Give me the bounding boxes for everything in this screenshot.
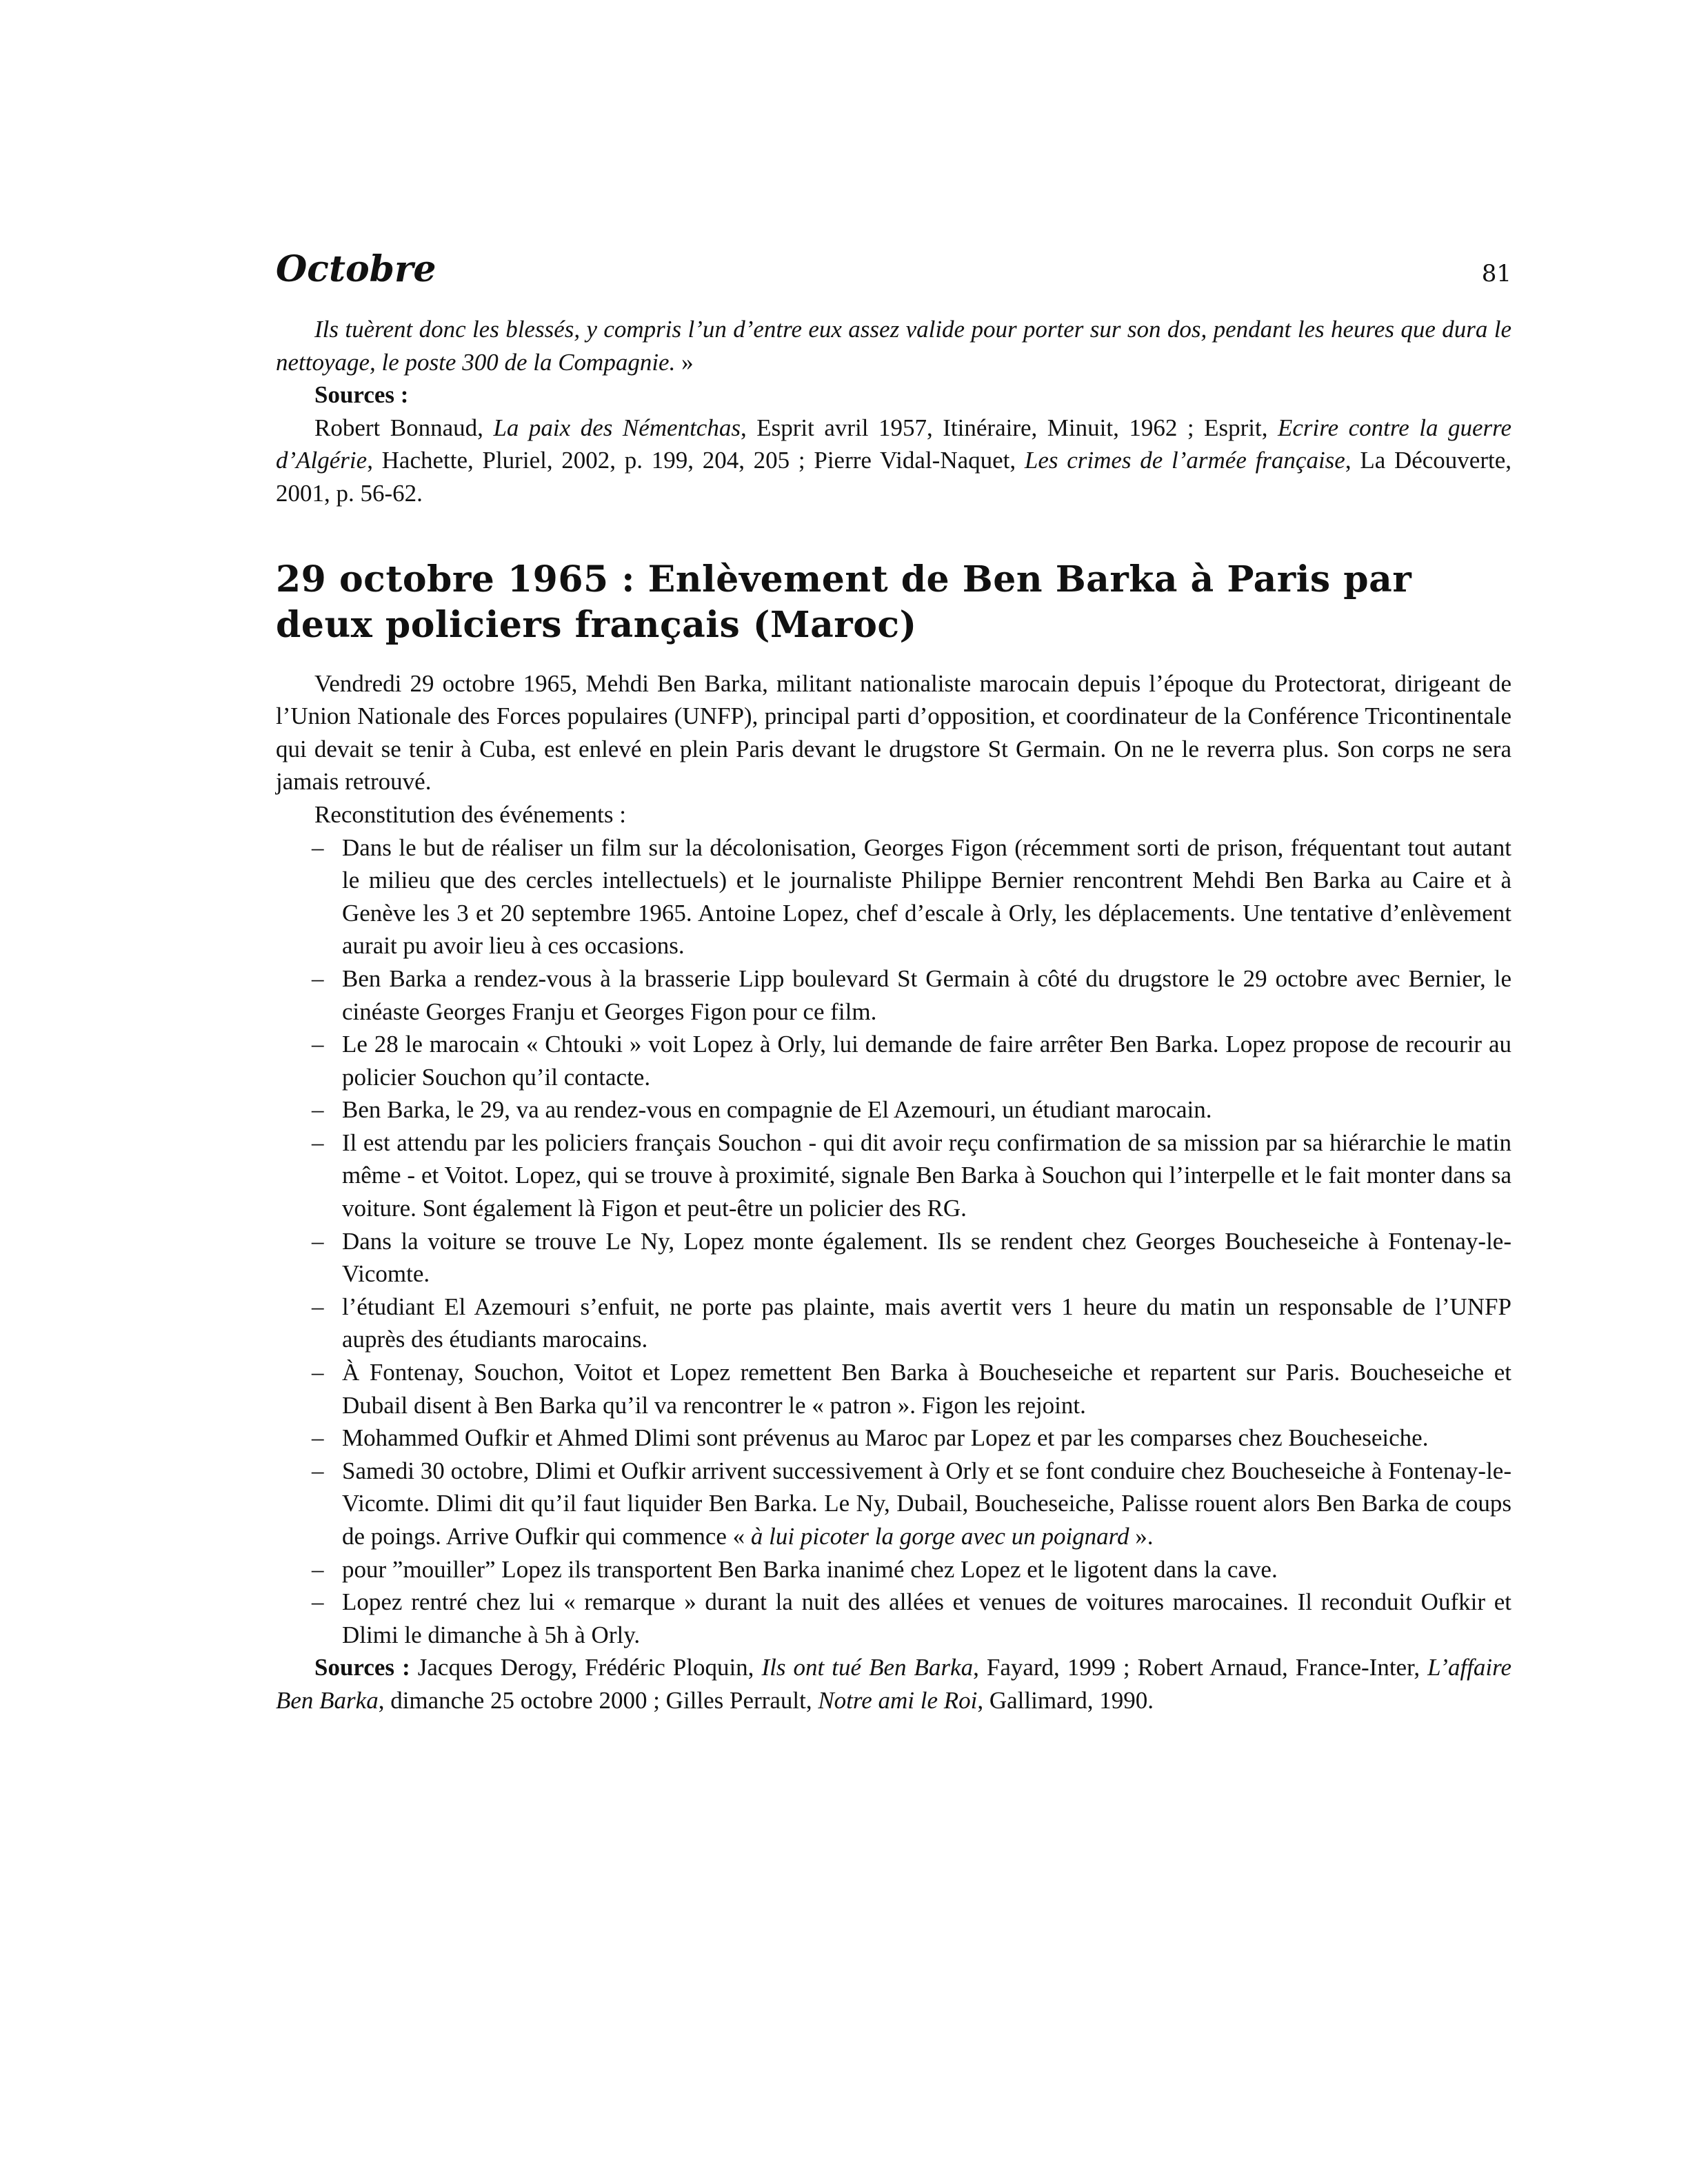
sources-label: Sources : — [314, 381, 409, 409]
section-heading: 29 octobre 1965 : Enlèvement de Ben Barka à Paris par deux policiers français (Maroc) — [276, 558, 1412, 646]
source-title: La paix des Némentchas — [493, 414, 741, 441]
quote-paragraph — [276, 313, 1511, 378]
list-item: – Dans la voiture se trouve Le Ny, Lopez monte également. Ils se rendent chez Georges Boucheseiche à Fontenay-le-Vicomte. — [342, 1225, 1511, 1291]
list-item: – Le 28 le marocain « Chtouki » voit Lopez à Orly, lui demande de faire arrêter Ben Barka. Lopez propose de recourir au policier Souchon qu’il contacte. — [342, 1028, 1511, 1093]
list-item: – Il est attendu par les policiers français Souchon - qui dit avoir reçu confirmation de sa mission par sa hiérarchie le matin même - et Voitot. Lopez, qui se trouve à proximité, signale Ben Barka à Souchon qui l’interpelle et le fait monter dans sa voiture. Sont également là Figon et peut-être un policier des RG. — [342, 1126, 1511, 1225]
list-item: – Lopez rentré chez lui « remarque » durant la nuit des allées et venues de voitures marocaines. Il reconduit Oufkir et Dlimi le dimanche à 5h à Orly. — [342, 1586, 1511, 1651]
source-text: , Esprit avril 1957, Itinéraire, Minuit, 1962 ; Esprit, — [740, 414, 1278, 441]
source-title: Notre ami le Roi — [818, 1686, 978, 1714]
quote-text: Ils tuèrent donc les blessés, y compris l’un d’entre eux assez valide pour porter sur son dos, pendant les heures que dura le nettoyage, le poste 300 de la Compagnie. — [276, 316, 1511, 376]
source-text: Robert Bonnaud, — [314, 414, 494, 441]
source-text: , dimanche 25 octobre 2000 ; Gilles Perrault, — [378, 1686, 818, 1714]
list-item: – Dans le but de réaliser un film sur la décolonisation, Georges Figon (récemment sorti de prison, fréquentant tout autant le milieu que des cercles intellectuels) et le journaliste Philippe Bernier rencontrent Mehdi Ben Barka au Caire et à Genève les 3 et 20 septembre 1965. Antoine Lopez, chef d’escale à Orly, les déplacements. Une tentative d’enlèvement aurait pu avoir lieu à ces occasions. — [342, 831, 1511, 962]
source-title: Ecrire contre la guerre d’Algérie — [276, 414, 1512, 474]
source-text: , Gallimard, 1990. — [977, 1686, 1154, 1714]
event-text: ». — [1129, 1523, 1154, 1550]
sources-paragraph — [276, 412, 1511, 510]
document-page — [276, 248, 1511, 1717]
event-text: Samedi 30 octobre, Dlimi et Oufkir arrivent successivement à Orly et se font conduire chez Boucheseiche à Fontenay-le-Vicomte. Dlimi dit qu’il faut liquider Ben Barka. Le Ny, Dubail, Boucheseiche, Palisse rouent alors Ben Barka de coups de poings. Arrive Oufkir qui commence « — [342, 1457, 1511, 1550]
source-title: Les crimes de l’armée française — [1024, 447, 1345, 474]
list-item: – Ben Barka, le 29, va au rendez-vous en compagnie de El Azemouri, un étudiant marocain. — [342, 1093, 1511, 1126]
list-item: – À Fontenay, Souchon, Voitot et Lopez remettent Ben Barka à Boucheseiche et repartent sur Paris. Boucheseiche et Dubail disent à Ben Barka qu’il va rencontrer le « patron ». Figon les rejoint. — [342, 1356, 1511, 1422]
source-text: , Fayard, 1999 ; Robert Arnaud, France-Inter, — [973, 1654, 1428, 1681]
sources-label: Sources : — [314, 1654, 410, 1681]
section-body — [276, 667, 1511, 1717]
intro-paragraph: Vendredi 29 octobre 1965, Mehdi Ben Barka, militant nationaliste marocain depuis l’époque du Protectorat, dirigeant de l’Union Nationale des Forces populaires (UNFP), principal parti d’opposition, et coordinateur de la Conférence Tricontinentale qui devait se tenir à Cuba, est enlevé en plein Paris devant le drugstore St Germain. On ne le reverra plus. Son corps ne sera jamais retrouvé. — [276, 669, 1511, 796]
page-number: 81 — [1481, 260, 1511, 287]
source-text: , La Découverte, 2001, p. 56-62. — [276, 447, 1511, 507]
source-title: Ils ont tué Ben Barka — [761, 1654, 974, 1681]
running-header — [276, 248, 1511, 290]
chapter-title: Octobre — [276, 248, 436, 290]
previous-entry — [276, 313, 1511, 510]
list-item — [342, 1455, 1511, 1553]
list-item: – pour ”mouiller” Lopez ils transportent Ben Barka inanimé chez Lopez et le ligotent dans la cave. — [342, 1553, 1511, 1586]
source-text: Jacques Derogy, Frédéric Ploquin, — [410, 1654, 762, 1681]
quote-close: » — [675, 348, 694, 376]
section-sources — [276, 1651, 1511, 1717]
reconstitution-label: Reconstitution des événements : — [314, 800, 626, 828]
event-quote: à lui picoter la gorge avec un poignard — [750, 1523, 1129, 1550]
list-item: – Mohammed Oufkir et Ahmed Dlimi sont prévenus au Maroc par Lopez et par les comparses chez Boucheseiche. — [342, 1422, 1511, 1455]
events-list — [276, 831, 1511, 1652]
source-text: , Hachette, Pluriel, 2002, p. 199, 204, 205 ; Pierre Vidal-Naquet, — [367, 447, 1025, 474]
source-title: L’affaire Ben Barka — [276, 1654, 1511, 1714]
list-item: – Ben Barka a rendez-vous à la brasserie Lipp boulevard St Germain à côté du drugstore le 29 octobre avec Bernier, le cinéaste Georges Franju et Georges Figon pour ce film. — [342, 962, 1511, 1028]
list-item: – l’étudiant El Azemouri s’enfuit, ne porte pas plainte, mais avertit vers 1 heure du matin un responsable de l’UNFP auprès des étudiants marocains. — [342, 1291, 1511, 1356]
